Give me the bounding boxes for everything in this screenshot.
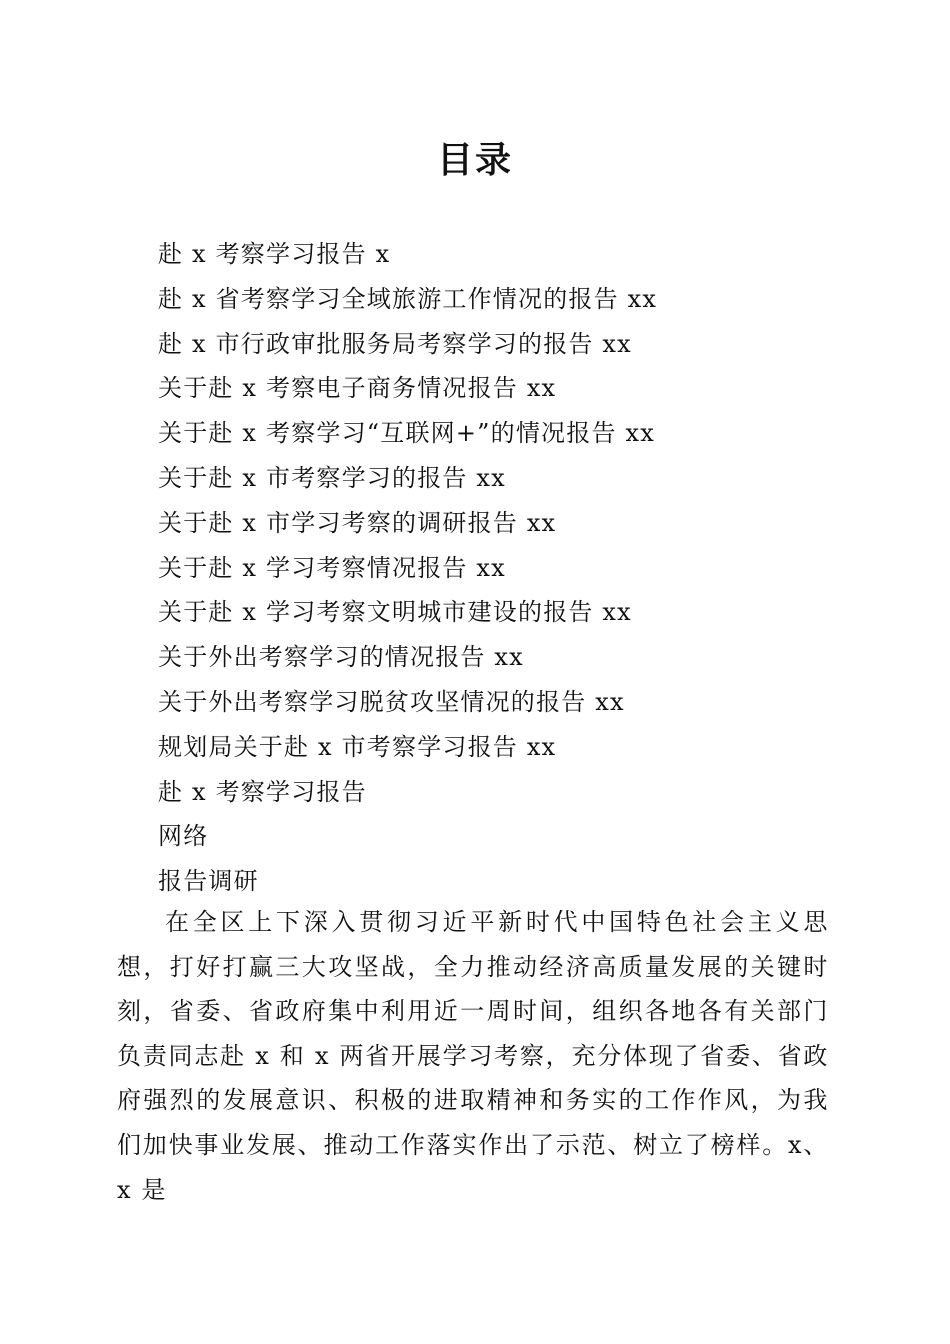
toc-item[interactable]: 报告调研 — [158, 867, 259, 896]
toc-item[interactable]: 网络 — [158, 822, 209, 851]
toc-item[interactable]: 赴 x 省考察学习全域旅游工作情况的报告 xx — [158, 284, 658, 313]
page-title: 目录 — [436, 139, 513, 181]
toc-item[interactable]: 关于外出考察学习的情况报告 xx — [158, 643, 524, 672]
toc-item[interactable]: 规划局关于赴 x 市考察学习报告 xx — [158, 732, 557, 761]
toc-item[interactable]: 关于外出考察学习脱贫攻坚情况的报告 xx — [158, 687, 625, 716]
toc-item[interactable]: 赴 x 考察学习报告 x — [158, 240, 391, 268]
toc-item[interactable]: 关于赴 x 学习考察文明城市建设的报告 xx — [158, 598, 632, 627]
toc-item[interactable]: 关于赴 x 考察电子商务情况报告 xx — [158, 374, 557, 403]
toc-item[interactable]: 关于赴 x 学习考察情况报告 xx — [158, 553, 506, 582]
body-paragraph: 在全区上下深入贯彻习近平新时代中国特色社会主义思想，打好打赢三大攻坚战，全力推动经济高质量发展的关键时刻，省委、省政府集中利用近一周时间，组织各地各有关部门负责同志赴 x 和 x 两省开展学习考察，充分体现了省委、省政府强烈的发展意识、积极的进取精神和务实的工作作风，为我们加快事业发展、推动工作落实作出了示范、树立了榜样。x、x 是 — [117, 908, 829, 1204]
toc-item[interactable]: 关于赴 x 考察学习“互联网+”的情况报告 xx — [158, 419, 655, 448]
toc-item[interactable]: 赴 x 市行政审批服务局考察学习的报告 xx — [158, 329, 632, 358]
toc-item[interactable]: 关于赴 x 市学习考察的调研报告 xx — [158, 508, 557, 537]
toc-item[interactable]: 赴 x 考察学习报告 — [158, 777, 367, 806]
toc-item[interactable]: 关于赴 x 市考察学习的报告 xx — [158, 463, 506, 492]
table-of-contents — [158, 232, 657, 904]
